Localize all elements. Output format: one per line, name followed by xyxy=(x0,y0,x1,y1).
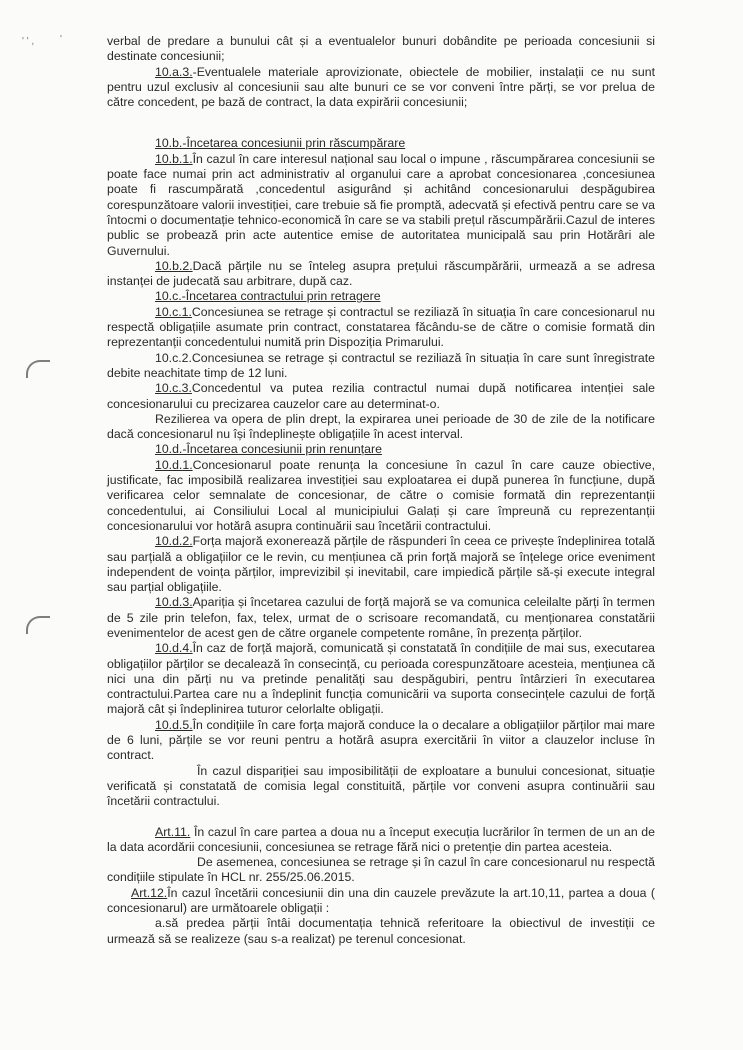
document-page xyxy=(107,34,655,947)
section-heading-10b: 10.b.-Încetarea concesiunii prin răscumpărare xyxy=(155,136,406,151)
clause-10d2 xyxy=(107,534,655,595)
clause-text: Forța majoră exonerează părțile de răspunderi în ceea ce privește îndeplinirea totală sau parțială a obligațiilor ce le revin, cu mențiunea că prin forță majoră se înțelege orice eveniment independent de voința părților, imprevizibil și inevitabil, care impiedică părțile să-și execute integral sau parțial obligațiile. xyxy=(107,534,655,595)
clause-10b2 xyxy=(107,259,655,290)
obligation-a: a.să predea părții întâi documentația tehnică referitoare la obiectivul de investiții ce urmează să se realizeze (sau s-a realizat) pe terenul concesionat. xyxy=(107,916,655,946)
clause-ref: 10.b.1. xyxy=(155,151,193,166)
clause-text: Dacă părțile nu se înteleg asupra prețului răscumpărării, urmează a se adresa instanței de judecată sau arbitrare, după caz. xyxy=(107,258,655,289)
scan-dot-mark: ' xyxy=(60,34,62,45)
clause-ref: 10.c.1. xyxy=(155,304,192,319)
clause-text: În condițiile în care forța majoră conduce la o decalare a obligațiilor părților mai mare de 6 luni, părțile se vor reuni pentru a hotărâ asupra exercitării în viitor a clauzelor incluse în contract. xyxy=(107,717,655,763)
clause-text: Concesionarul poate renunța la concesiune în cazul în care cauze obiective, justificate, fac imposibilă realizarea investiției sau exploatarea ei după punerea în funcțiune, după verificarea celor semnalate de concesionar, de către o comisie formată din reprezentanții concedentului, ai Consiliului Local al municipiului Galați și care împreună cu reprezentanții concesionarului vor hotărâ asupra continuării sau încetării contractului. xyxy=(107,457,655,533)
paragraph-hcl: De asemenea, concesiunea se retrage și în cazul în care concesionarul nu respectă condițiile stipulate în HCL nr. 255/25.06.2015. xyxy=(107,855,655,885)
article-12 xyxy=(107,886,655,917)
paragraph-reziliere: Rezilierea va opera de plin drept, la expirarea unei perioade de 30 de zile de la notificare dacă concesionarul nu își îndeplinește obligațiile în acest interval. xyxy=(107,411,655,442)
clause-10d4 xyxy=(107,641,655,717)
article-11 xyxy=(107,825,655,856)
clause-text: -Eventualele materiale aprovizionate, obiectele de mobilier, instalații ce nu sunt pentru uzul exclusiv al concesiunii sau alte bunuri ce se vor conveni între părți, se vor prelua de către concedent, pe bază de contract, la data expirării concesiunii; xyxy=(107,64,655,110)
clause-ref: 10.b.2. xyxy=(155,258,193,273)
clause-10c2: 10.c.2.Concesiunea se retrage și contractul se reziliază în situația în care sunt înregistrate debite neachitate timp de 12 luni. xyxy=(107,350,655,380)
article-text: În cazul în care partea a doua nu a început execuția lucrărilor în termen de un an de la data acordării concesiunii, concesiunea se retrage fără nici o pretenție din partea acesteia. xyxy=(107,824,655,854)
clause-ref: 10.d.3. xyxy=(155,595,193,610)
paragraph-predare: verbal de predare a bunului cât și a eventualelor bunuri dobândite pe perioada concesiunii si destinate concesiunii; xyxy=(107,34,655,64)
section-heading-10d: 10.d.-Încetarea concesiunii prin renunțare xyxy=(155,442,382,457)
paragraph-disparitie: În cazul dispariției sau imposibilității de exploatare a bunului concesionat, situație verificată și constatată de comisia legal constituită, părțile vor conveni asupra continuării sau încetării contractului. xyxy=(107,763,655,809)
clause-ref: 10.d.4. xyxy=(155,641,193,656)
article-ref: Art.11. xyxy=(155,824,191,839)
clause-text: În cazul în care interesul național sau local o impune , răscumpărarea concesiunii se poate face numai prin act administrativ al organului care a aprobat concesionarea ,concesiunea poate fi rascumpărată ,concedentul asigurând și achitând concesionarului despăgubirea corespunzătoare valorii investiției, care trebuie să fie promptă, adecvată și efectivă pentru care se va întocmi o documentație tehnico-economică în care se va stabili prețul răscumpărării.Cazul de interes public se probează prin acte autentice emise de autoritatea municipală sau prin Hotărâri ale Guvernului. xyxy=(107,151,655,258)
clause-10c3 xyxy=(107,381,655,412)
clause-10d3 xyxy=(107,595,655,641)
clause-10d1 xyxy=(107,458,655,534)
clause-ref: 10.a.3. xyxy=(155,64,193,79)
clause-text: Concedentul va putea rezilia contractul numai după notificarea intenției sale concesionarului cu precizarea cauzelor care au determinat-o. xyxy=(107,381,655,411)
clause-text: Concesiunea se retrage și contractul se reziliază în situația în care concesionarul nu respectă obligațiile asumate prin contract, constatarea făcându-se de către o comisie formată din reprezentanții concedentului numită prin Dispoziția Primarului. xyxy=(107,304,655,350)
clause-text: Apariția și încetarea cazului de forță majoră se va comunica celeilalte părți în termen de 5 zile prin telefon, fax, telex, urmat de o scrisoare recomandată, cu menționarea constatării evenimentelor de acest gen de către organele competente române, în prezența părților. xyxy=(107,595,655,640)
clause-ref: 10.d.1. xyxy=(155,457,193,472)
clause-ref: 10.d.5. xyxy=(155,717,193,732)
punch-hole-upper xyxy=(26,360,50,378)
clause-ref: 10.c.3. xyxy=(155,381,192,396)
clause-10a3 xyxy=(107,65,655,111)
punch-hole-lower xyxy=(26,616,50,634)
clause-10d5 xyxy=(107,718,655,764)
section-heading-10c: 10.c.-Încetarea contractului prin retragere xyxy=(155,289,381,304)
article-text: În cazul încetării concesiunii din una din cauzele prevăzute la art.10,11, partea a doua ( concesionarul) are următoarele obligații : xyxy=(107,885,655,916)
scan-dot-marks: ' ' , xyxy=(22,36,35,47)
clause-ref: 10.d.2. xyxy=(155,534,193,549)
article-ref: Art.12. xyxy=(131,885,168,900)
clause-10b1 xyxy=(107,152,655,259)
clause-text: În caz de forță majoră, comunicată și constatată în condițiile de mai sus, executarea obligațiilor părților se decalează în consecință, cu perioada corespunzătoare acesteia, mențiunea că nici una din părți nu va pretinde penalități sau despăgubiri, pentru întârzieri în executarea contractului.Partea care nu a îndeplinit funcția comunicării va suporta consecințele cazului de forță majoră cât și îndeplinirea tuturor celorlalte obligații. xyxy=(107,641,655,717)
clause-10c1 xyxy=(107,305,655,351)
